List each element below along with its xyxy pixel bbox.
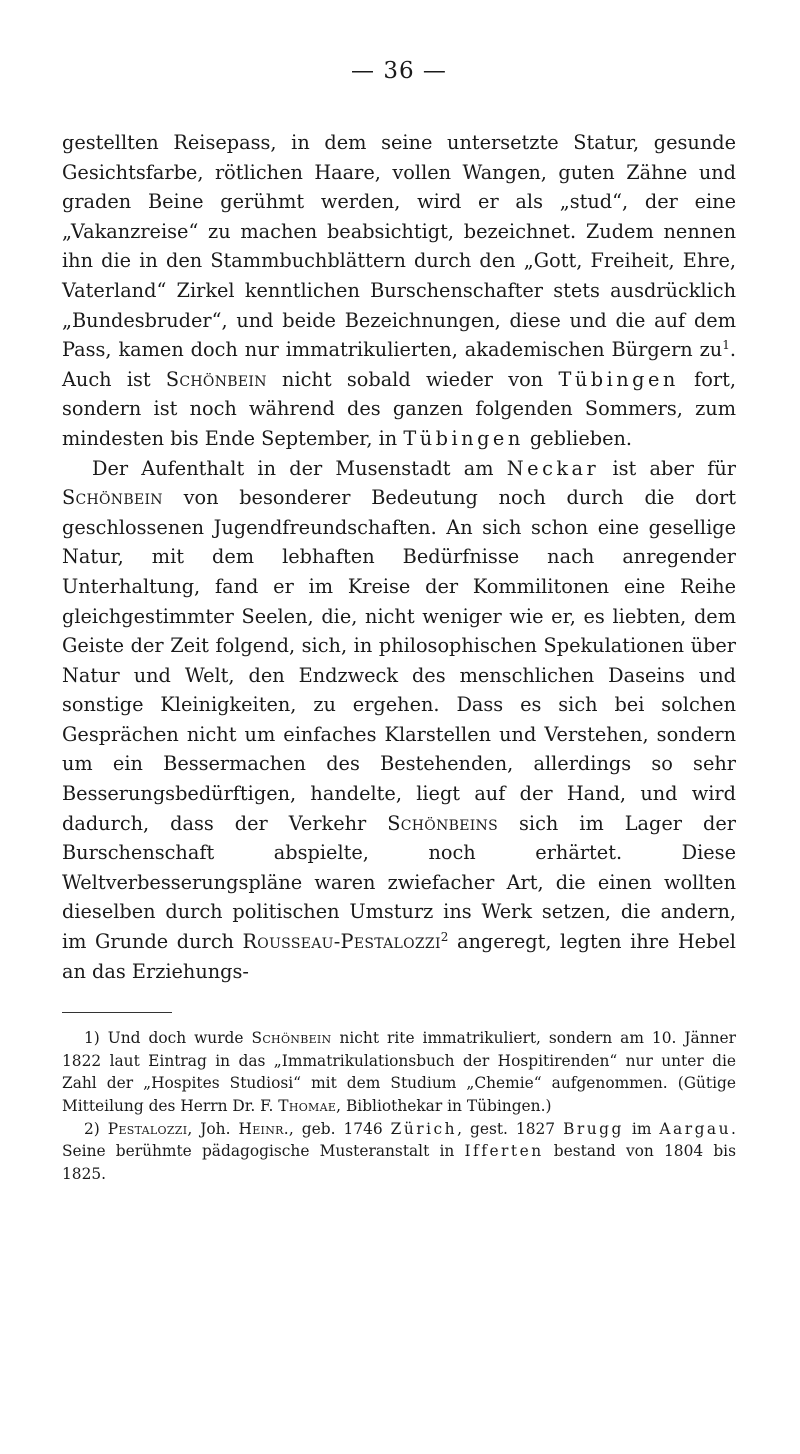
text-run: sich im Lager der Burschenschaft abspielte, noch erhärtet. Diese Weltverbesserungspläne waren zwiefacher Art, die einen wollten dieselben durch politischen Umsturz ins Werk setzen, die andern, im Grunde durch [62, 811, 736, 954]
footnotes [62, 1027, 736, 1185]
text-run: fort, sondern ist noch während des ganzen folgenden Sommers, zum mindesten bis Ende September, in [62, 367, 736, 450]
person-name: Heinr. [238, 1119, 289, 1138]
text-run: , Bibliothekar in Tübingen.) [336, 1097, 552, 1115]
page-number-header: — 36 — [351, 58, 447, 84]
text-run: ist aber für [612, 456, 736, 480]
text-run: im [631, 1119, 652, 1138]
person-name: Schönbein [62, 486, 163, 510]
text-run: Und doch wurde [107, 1029, 244, 1048]
person-name: Rousseau-Pestalozzi [242, 930, 441, 954]
text-run: geblieben. [529, 426, 633, 450]
person-name: Schönbein [251, 1029, 332, 1048]
place-name: Ifferten [464, 1142, 544, 1161]
person-name: Schönbein [165, 367, 267, 391]
text-run: . Auch ist [62, 338, 736, 391]
person-name: Thomae [278, 1097, 337, 1115]
text-run: Der Aufenthalt in der Musenstadt am [92, 456, 494, 480]
footnote-1 [62, 1027, 736, 1117]
text-run: , geb. 1746 [288, 1119, 383, 1138]
text-run: von besonderer Bedeutung noch durch die dort geschlossenen Jugendfreundschaften. An sich schon eine gesellige Natur, mit dem lebhaften Bedürfnisse nach anregender Unterhaltung, fand er im Kreise der Kommilitonen eine Reihe gleichgestimmter Seelen, die, nicht weniger wie er, es liebten, dem Geiste der Zeit folgend, sich, in philosophischen Spekulationen über Natur und Welt, den Endzweck des menschlichen Daseins und sonstige Kleinigkeiten, zu ergehen. Dass es sich bei solchen Gesprächen nicht um einfaches Klarstellen und Verstehen, sondern um ein Bessermachen des Bestehenden, allerdings so sehr Besserungsbedürftigen, handelte, liegt auf der Hand, und wird dadurch, dass der Verkehr [62, 486, 736, 835]
place-name: Brugg [563, 1119, 624, 1138]
footnote-2 [62, 1118, 736, 1186]
text-run: gestellten Reisepass, in dem seine untersetzte Statur, gesunde Gesichtsfarbe, rötlichen Haare, vollen Wangen, guten Zähne und graden Beine gerühmt werden, wird er als „stud“, der eine „Vakanzreise“ zu machen beabsichtigt, bezeichnet. Zudem nennen ihn die in den Stammbuchblättern durch den „Gott, Freiheit, Ehre, Vaterland“ Zirkel kenntlichen Burschenschafter stets ausdrücklich „Bundesbruder“, und beide Bezeichnungen, diese und die auf dem Pass, kamen doch nur immatrikulierten, akademischen Bürgern zu [62, 131, 736, 362]
main-text [62, 128, 736, 986]
person-name: Pestalozzi [107, 1119, 188, 1138]
paragraph-1 [62, 128, 736, 454]
footnote-ref-1[interactable]: 1 [722, 338, 730, 353]
place-name: Neckar [506, 456, 600, 480]
footnote-ref-2[interactable]: 2 [440, 930, 449, 945]
text-run: nicht rite immatrikuliert, sondern am 10. Jänner 1822 laut Eintrag in das „Immatrikulationsbuch der Hospitirenden“ nur unter die Zahl der „Hospites Studiosi“ mit dem Studium „Chemie“ aufgenommen. (Gütige Mitteilung des Herrn Dr. F. [62, 1029, 736, 1115]
footnote-marker: 1) [84, 1029, 100, 1048]
person-name: Schönbeins [387, 811, 499, 835]
text-run: . Seine berühmte pädagogische Musteranstalt in [62, 1119, 736, 1161]
place-name: Aargau [659, 1119, 732, 1138]
text-run: , gest. 1827 [457, 1119, 556, 1138]
book-page [62, 58, 736, 1185]
paragraph-2 [62, 454, 736, 987]
place-name: Tübingen [403, 426, 524, 450]
footnote-divider [62, 1012, 172, 1013]
text-run: , Joh. [187, 1119, 231, 1138]
text-run: angeregt, legten ihre Hebel an das Erziehungs- [62, 930, 736, 983]
place-name: Tübingen [558, 367, 679, 391]
text-run: bestand von 1804 bis 1825. [62, 1142, 736, 1183]
place-name: Zürich [390, 1119, 458, 1138]
footnote-marker: 2) [84, 1119, 100, 1138]
text-run: nicht sobald wieder von [282, 367, 544, 391]
